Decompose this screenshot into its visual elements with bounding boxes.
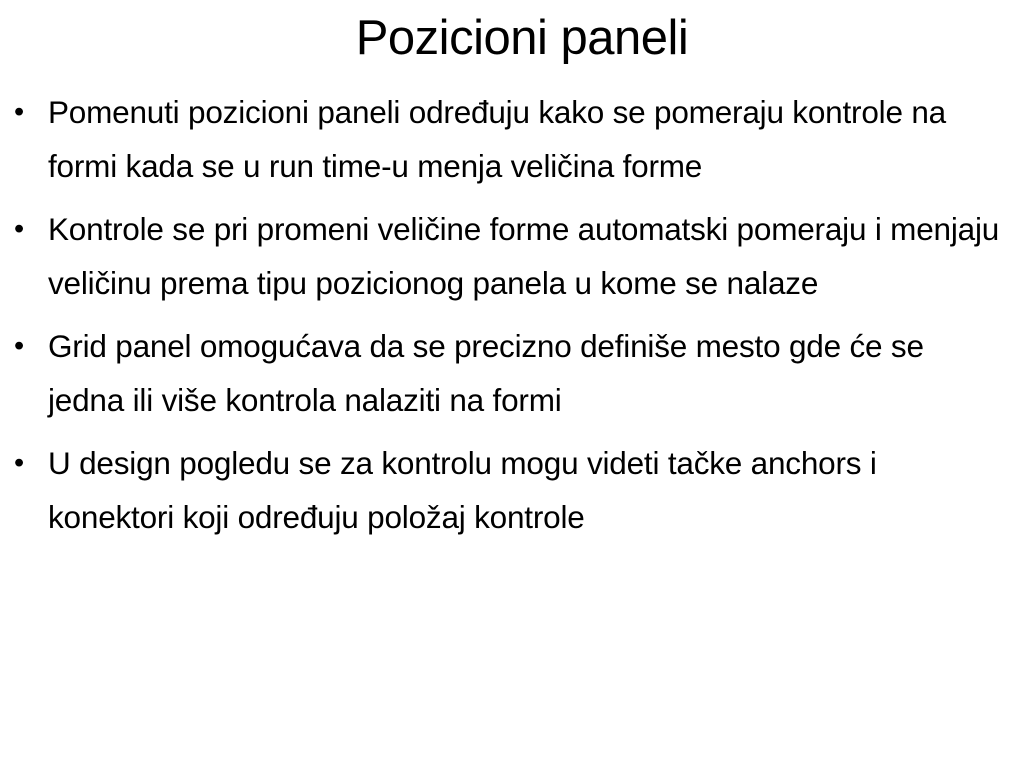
bullet-text: U design pogledu se za kontrolu mogu videti tačke anchors i konektori koji određuju položaj kontrole bbox=[48, 445, 877, 535]
bullet-marker: • bbox=[14, 96, 24, 128]
bullet-item bbox=[14, 437, 1004, 544]
bullet-list bbox=[14, 86, 1004, 554]
slide-title: Pozicioni paneli bbox=[355, 11, 689, 65]
bullet-item bbox=[14, 86, 1004, 193]
bullet-marker: • bbox=[14, 447, 24, 479]
bullet-text: Kontrole se pri promeni veličine forme automatski pomeraju i menjaju veličinu prema tipu pozicionog panela u kome se nalaze bbox=[48, 211, 1000, 301]
bullet-item bbox=[14, 203, 1004, 310]
bullet-text: Grid panel omogućava da se precizno definiše mesto gde će se jedna ili više kontrola nalaziti na formi bbox=[48, 328, 924, 418]
bullet-item bbox=[14, 320, 1004, 427]
bullet-text: Pomenuti pozicioni paneli određuju kako se pomeraju kontrole na formi kada se u run time-u menja veličina forme bbox=[48, 94, 946, 184]
bullet-marker: • bbox=[14, 213, 24, 245]
bullet-marker: • bbox=[14, 330, 24, 362]
